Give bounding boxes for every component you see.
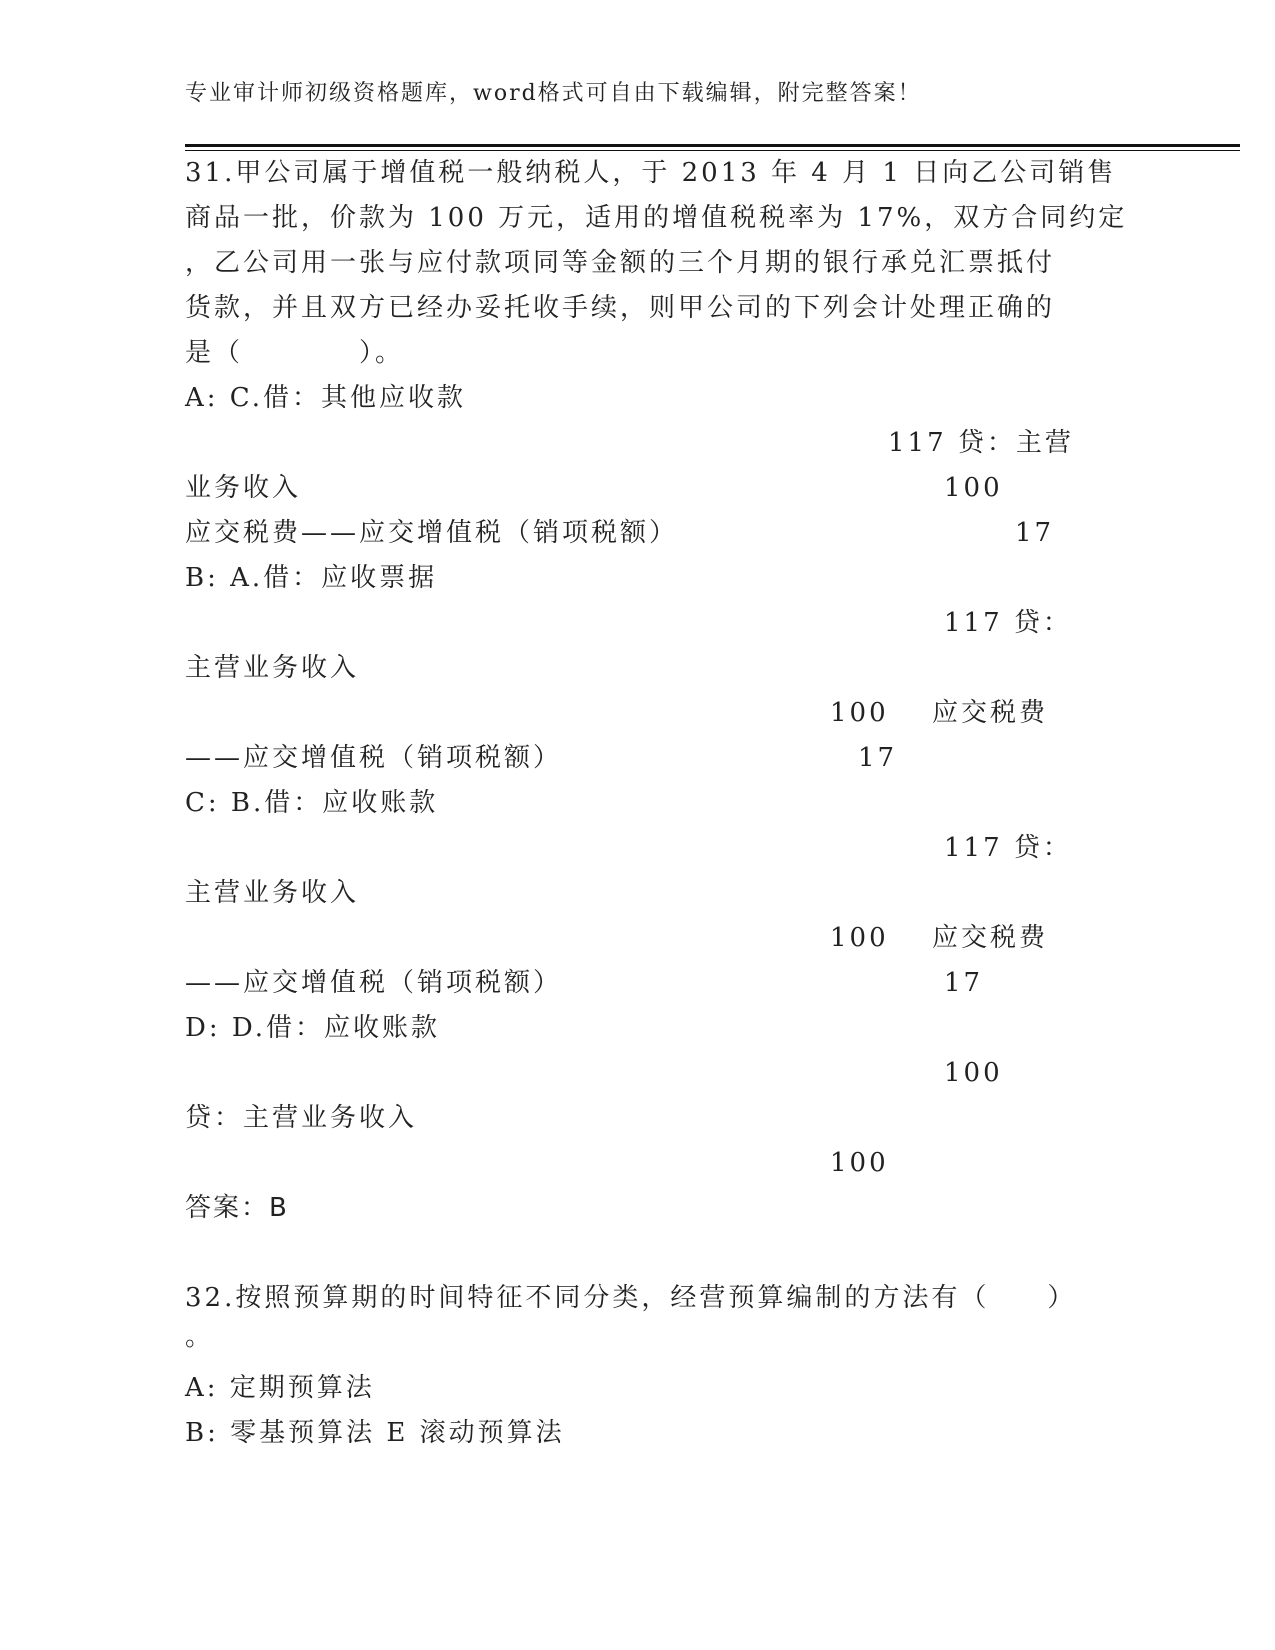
q31-option-c-line-2: 主营业务收入 xyxy=(185,878,360,908)
q31-option-c-amount-1: 117 贷： xyxy=(944,833,1072,863)
q32-option-b: B: 零基预算法 E 滚动预算法 xyxy=(185,1418,565,1448)
q31-option-d-amount-1: 100 xyxy=(944,1058,1003,1088)
q31-stem-line-3: ，乙公司用一张与应付款项同等金额的三个月期的银行承兑汇票抵付 xyxy=(185,248,1056,278)
q31-stem-line-5: 是（ ）。 xyxy=(185,338,405,368)
header-rule-thin xyxy=(185,150,1240,151)
q31-option-b-line-3: ——应交增值税（销项税额） xyxy=(185,743,563,773)
q31-option-d-line-2: 贷：主营业务收入 xyxy=(185,1103,418,1133)
q31-option-a-line-3: 应交税费——应交增值税（销项税额） xyxy=(185,518,679,548)
q31-option-b-amount-2: 100 xyxy=(830,698,889,728)
q31-option-d-amount-2: 100 xyxy=(830,1148,889,1178)
q31-option-c-amount-3: 17 xyxy=(944,968,984,998)
q31-option-a-line-2: 业务收入 xyxy=(185,473,302,503)
q31-option-c-line-3: ——应交增值税（销项税额） xyxy=(185,968,563,998)
q31-option-a-amount-2: 100 xyxy=(944,473,1003,503)
q32-stem-line-2: 。 xyxy=(185,1322,215,1352)
q31-option-b-amount-3: 17 xyxy=(858,743,898,773)
q31-option-a-amount-1: 117 贷：主营 xyxy=(888,428,1074,458)
q31-option-c-line-2b: 应交税费 xyxy=(932,923,1049,953)
q31-option-c-amount-2: 100 xyxy=(830,923,889,953)
q31-answer: 答案：B xyxy=(185,1193,289,1223)
q31-option-b-line-2b: 应交税费 xyxy=(932,698,1049,728)
q31-option-c-label: C: B.借：应收账款 xyxy=(185,788,439,818)
q31-option-b-line-2: 主营业务收入 xyxy=(185,653,360,683)
q32-option-a: A: 定期预算法 xyxy=(185,1373,375,1403)
q31-stem-line-2: 商品一批，价款为 100 万元，适用的增值税税率为 17%，双方合同约定 xyxy=(185,203,1128,233)
q31-option-d-label: D: D.借：应收账款 xyxy=(185,1013,441,1043)
q31-option-b-label: B: A.借：应收票据 xyxy=(185,563,438,593)
q31-option-a-amount-3: 17 xyxy=(1015,518,1055,548)
q31-option-a-label: A: C.借：其他应收款 xyxy=(185,383,467,413)
q31-stem-line-4: 货款，并且双方已经办妥托收手续，则甲公司的下列会计处理正确的 xyxy=(185,293,1056,323)
q31-option-b-amount-1: 117 贷： xyxy=(944,608,1072,638)
q32-stem-line-1: 32.按照预算期的时间特征不同分类，经营预算编制的方法有（ ） xyxy=(185,1283,1077,1313)
header-rule-thick xyxy=(185,144,1240,147)
q31-stem-line-1: 31.甲公司属于增值税一般纳税人，于 2013 年 4 月 1 日向乙公司销售 xyxy=(185,158,1117,188)
page-header: 专业审计师初级资格题库，word格式可自由下载编辑，附完整答案！ xyxy=(185,81,922,106)
